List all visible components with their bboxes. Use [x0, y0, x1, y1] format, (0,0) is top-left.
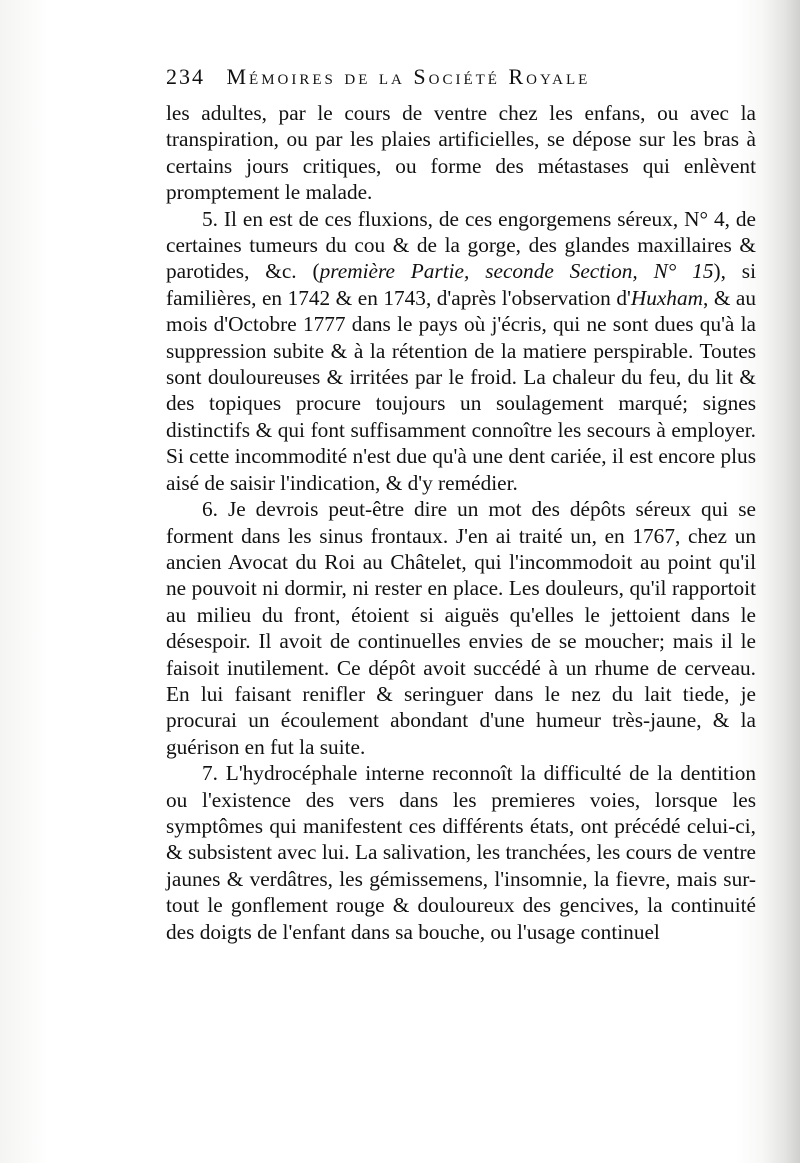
running-header: [166, 60, 756, 94]
page-number: 234: [166, 64, 205, 89]
paragraph-text: 7. L'hydrocéphale interne reconnoît la difficulté de la dentition ou l'existence des vers dans les premieres voies, lorsque les symptômes qui manifestent ces différents états, ont précédé celui-ci, & subsistent avec lui. La salivation, les tranchées, les cours de ventre jaunes & verdâtres, les gémissemens, l'insomnie, la fievre, mais sur-tout le gonflement rouge & douloureux des gencives, la continuité des doigts de l'enfant dans sa bouche, ou l'usage continuel: [166, 761, 756, 944]
paragraph-continuation: [166, 100, 756, 206]
paragraph-text: les adultes, par le cours de ventre chez les enfans, ou avec la transpiration, ou par les plaies artificielles, se dépose sur les bras à certains jours critiques, ou forme des métastases qui enlèvent promptement le malade.: [166, 101, 756, 205]
paragraph-text: 6. Je devrois peut-être dire un mot des dépôts séreux qui se forment dans les sinus frontaux. J'en ai traité un, en 1767, chez un ancien Avocat du Roi au Châtelet, qui l'incommodoit au point qu'il ne pouvoit ni dormir, ni rester en place. Les douleurs, qu'il rapportoit au milieu du front, étoient si aiguës qu'elles le jettoient dans le désespoir. Il avoit de continuelles envies de se moucher; mais il le faisoit inutilement. Ce dépôt avoit succédé à un rhume de cerveau. En lui faisant renifler & seringuer dans le nez du lait tiede, je procurai un écoulement abondant d'une humeur très-jaune, & la guérison en fut la suite.: [166, 497, 756, 759]
paragraph-5: [166, 206, 756, 496]
paragraph-text: ), si familières, en 1742 & en 1743, d'après l'observation d': [166, 259, 756, 310]
citation-reference: première Partie, seconde Section, N° 15: [319, 259, 714, 284]
page-content: [166, 60, 756, 945]
paragraph-text: 5. Il en est de ces fluxions, de ces engorgemens séreux, N° 4, de certaines tumeurs du cou & de la gorge, des glandes maxillaires & parotides, &c. (: [166, 206, 756, 284]
paragraph-6: [166, 496, 756, 760]
running-title: Mémoires de la Société Royale: [226, 64, 591, 89]
paragraph-7: [166, 760, 756, 945]
page-edge-shadow: [762, 0, 800, 1163]
paragraph-text: , & au mois d'Octobre 1777 dans le pays où j'écris, qui ne sont dues qu'à la suppression subite & à la rétention de la matiere perspirable. Toutes sont douloureuses & irritées par le froid. La chaleur du feu, du lit & des topiques procure toujours un soulagement marqué; signes distinctifs & qui font suffisamment connoître les secours à employer. Si cette incommodité n'est due qu'à une dent cariée, il est encore plus aisé de saisir l'indication, & d'y remédier.: [166, 285, 757, 495]
author-name: Huxham: [630, 285, 703, 310]
